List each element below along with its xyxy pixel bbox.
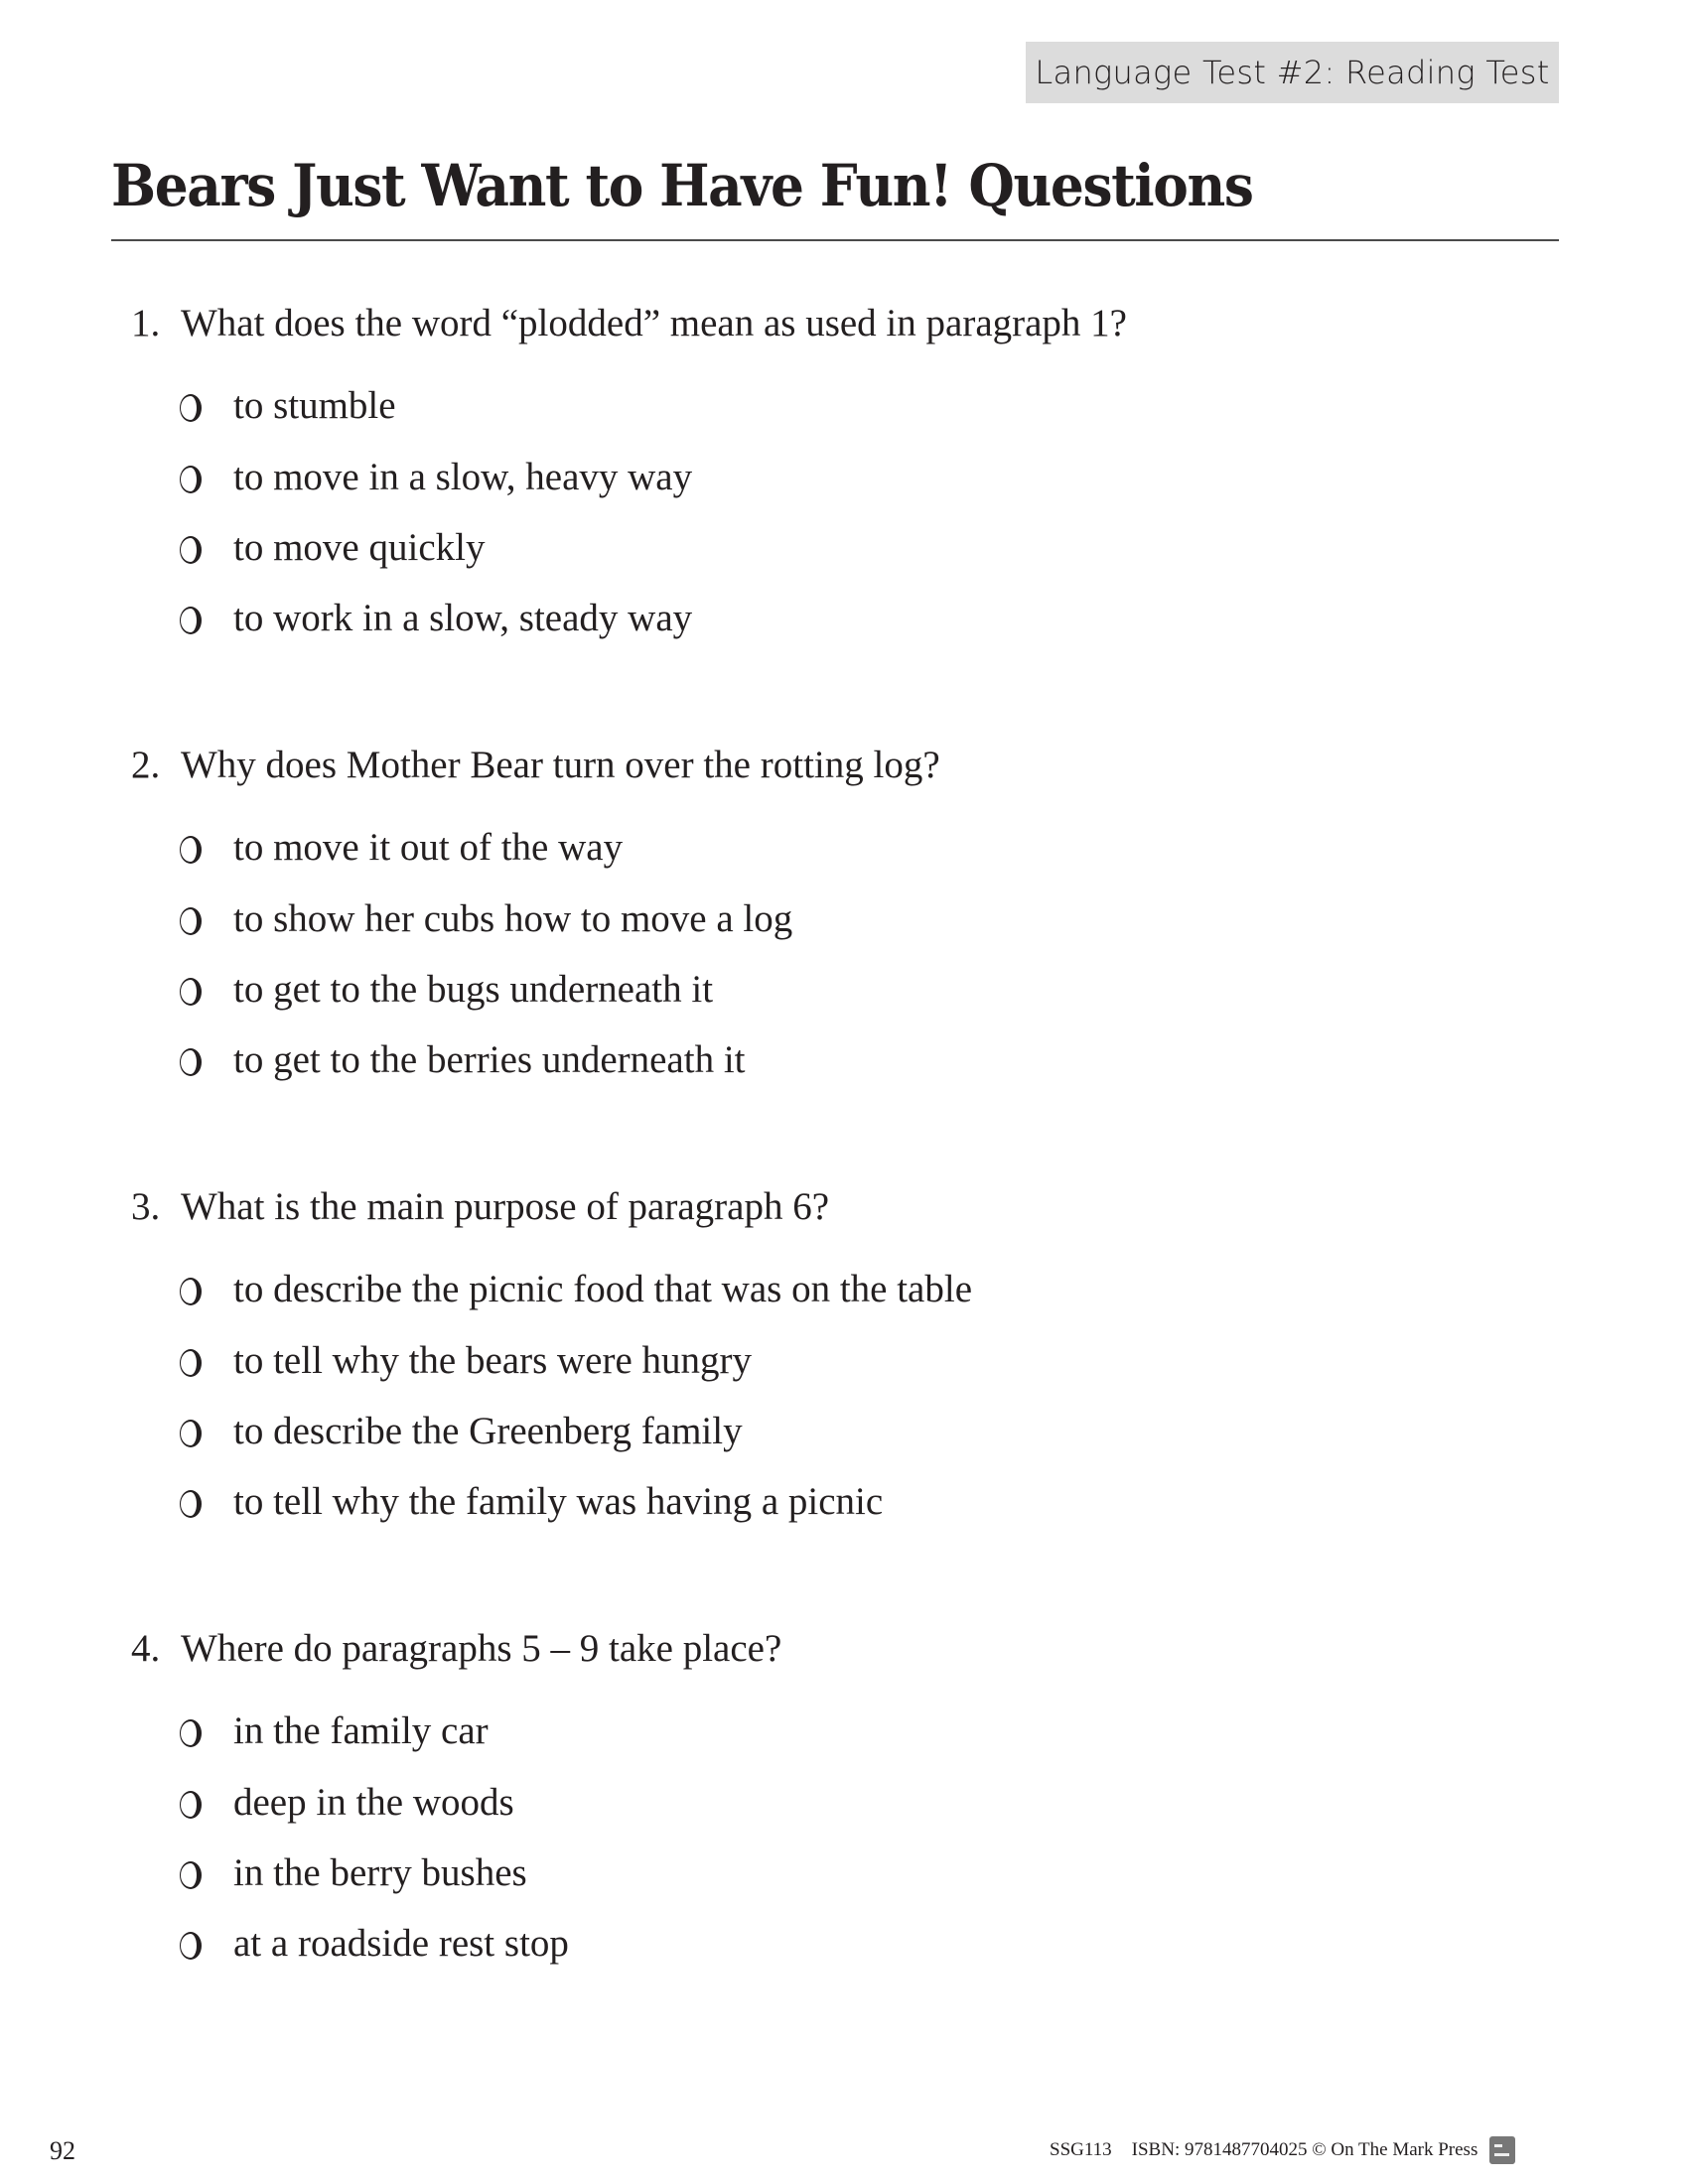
section-header-tab [1026,42,1559,103]
answer-option[interactable] [180,1780,514,1825]
answer-option[interactable] [180,383,396,428]
option-label: to tell why the bears were hungry [233,1339,753,1382]
option-label: to move it out of the way [233,826,624,869]
radio-circle-icon[interactable] [180,1932,202,1960]
answer-option[interactable] [180,825,623,870]
answer-option[interactable] [180,1850,527,1895]
option-label: in the berry bushes [233,1851,527,1894]
question-number: 4. [131,1627,161,1670]
isbn-copyright: ISBN: 9781487704025 © On The Mark Press [1131,2139,1478,2160]
answer-option[interactable] [180,1708,489,1753]
question-text: Why does Mother Bear turn over the rotting log? [181,744,940,786]
section-label: Language Test #2: Reading Test [1035,54,1550,91]
answer-option[interactable] [180,1267,972,1311]
question-stem [131,1626,781,1671]
option-label: to describe the Greenberg family [233,1410,743,1452]
question-text: Where do paragraphs 5 – 9 take place? [181,1627,782,1670]
question-stem [131,1184,829,1229]
radio-circle-icon[interactable] [180,1719,202,1747]
answer-option[interactable] [180,1921,569,1966]
question-number: 3. [131,1185,161,1228]
option-label: to describe the picnic food that was on the table [233,1268,973,1310]
answer-option[interactable] [180,896,792,941]
option-label: deep in the woods [233,1781,514,1824]
answer-option[interactable] [180,1037,746,1082]
radio-circle-icon[interactable] [180,1048,202,1076]
option-label: to move in a slow, heavy way [233,456,693,498]
radio-circle-icon[interactable] [180,394,202,422]
option-label: in the family car [233,1709,489,1752]
option-label: to stumble [233,384,396,427]
question-text: What is the main purpose of paragraph 6? [181,1185,830,1228]
option-label: to show her cubs how to move a log [233,897,793,940]
radio-circle-icon[interactable] [180,907,202,935]
answer-option[interactable] [180,967,713,1012]
radio-circle-icon[interactable] [180,1349,202,1377]
radio-circle-icon[interactable] [180,1278,202,1305]
option-label: to get to the bugs underneath it [233,968,714,1011]
option-label: to work in a slow, steady way [233,597,693,639]
question-number: 2. [131,744,161,786]
radio-circle-icon[interactable] [180,1490,202,1518]
radio-circle-icon[interactable] [180,607,202,634]
radio-circle-icon[interactable] [180,466,202,493]
answer-option[interactable] [180,596,692,640]
answer-option[interactable] [180,1338,752,1383]
on-the-mark-press-logo-icon [1489,2136,1515,2164]
answer-option[interactable] [180,455,692,499]
question-stem [131,301,1127,345]
option-label: at a roadside rest stop [233,1922,569,1965]
footer-credit [1050,2136,1515,2164]
radio-circle-icon[interactable] [180,536,202,564]
radio-circle-icon[interactable] [180,1420,202,1447]
page-number: 92 [50,2136,75,2165]
answer-option[interactable] [180,1479,883,1524]
answer-option[interactable] [180,525,485,570]
question-number: 1. [131,302,161,344]
radio-circle-icon[interactable] [180,1791,202,1819]
option-label: to move quickly [233,526,486,569]
question-stem [131,743,940,787]
option-label: to tell why the family was having a picnic [233,1480,884,1523]
answer-option[interactable] [180,1409,743,1453]
radio-circle-icon[interactable] [180,1861,202,1889]
page-title: Bears Just Want to Have Fun! Questions [111,152,1253,219]
option-label: to get to the berries underneath it [233,1038,746,1081]
radio-circle-icon[interactable] [180,836,202,864]
radio-circle-icon[interactable] [180,978,202,1006]
question-text: What does the word “plodded” mean as used in paragraph 1? [181,302,1127,344]
title-divider [111,239,1559,241]
product-code: SSG113 [1050,2139,1112,2160]
